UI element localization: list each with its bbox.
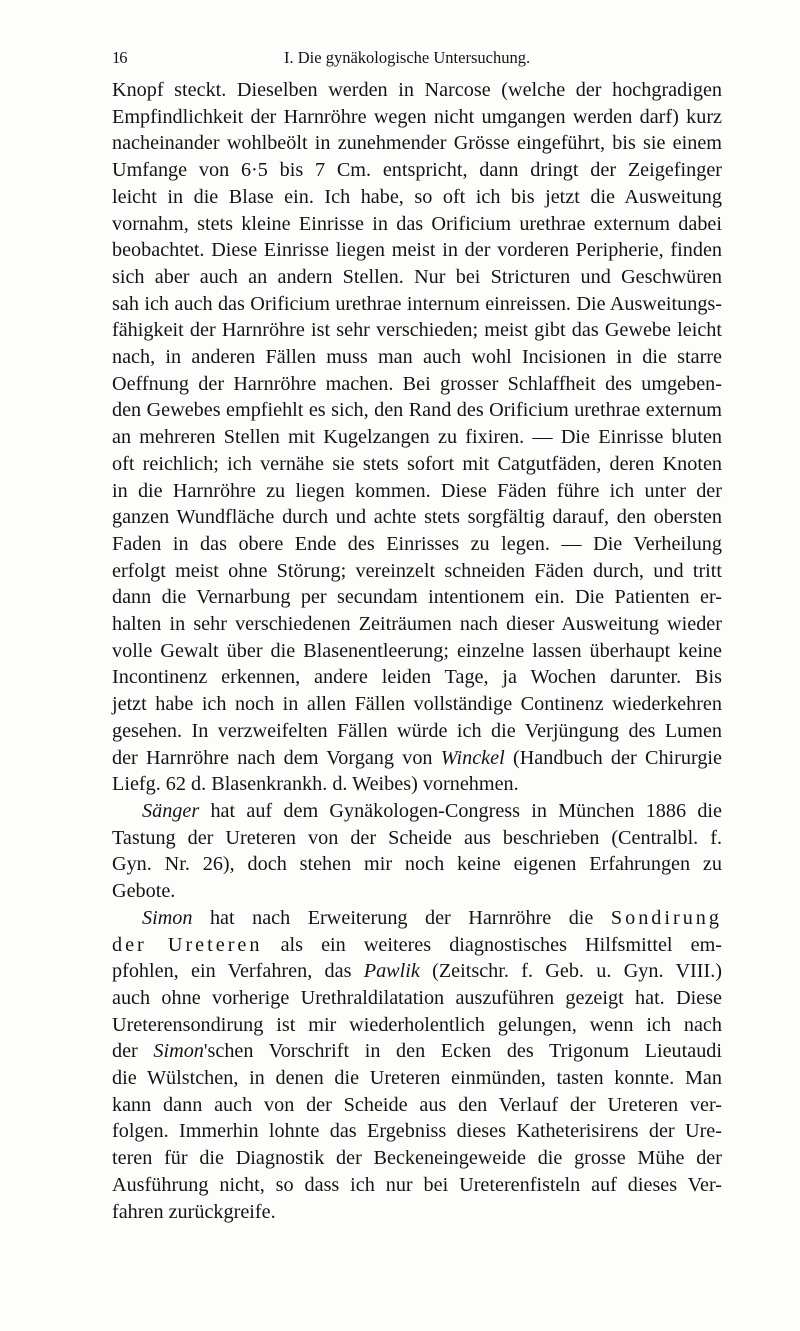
text-line: Gebote. [112, 880, 176, 903]
author-name: Simon [142, 906, 193, 929]
text-line: Knopf steckt. Dieselben werden in Narcose (welche der hochgradigen [112, 79, 722, 101]
text-line: fähigkeit der Harnröhre ist sehr verschieden; meist gibt das Gewebe leicht [112, 319, 722, 342]
spaced-term: Sondirung [610, 906, 722, 929]
text-line: Ureterensondirung ist mir wiederholentlich gelungen, wenn ich nach [112, 1013, 722, 1036]
spaced-term: der Ureteren [112, 933, 263, 956]
text-line: halten in sehr verschiedenen Zeiträumen nach dieser Ausweitung wieder [112, 613, 722, 636]
text-line: Simon hat nach Erweiterung der Harnröhre die Sondirung [142, 906, 722, 929]
text-line: ganzen Wundfläche durch und achte stets sorgfältig darauf, den obersten [112, 506, 722, 529]
text-line: teren für die Diagnostik der Beckeneingeweide die grosse Mühe der [112, 1147, 722, 1170]
text-line: fahren zurückgreife. [112, 1200, 276, 1223]
text-line: in die Harnröhre zu liegen kommen. Diese Fäden führe ich unter der [112, 479, 722, 502]
text-line: gesehen. In verzweifelten Fällen würde ich die Verjüngung des Lumen [112, 719, 722, 742]
body-text [112, 77, 722, 1225]
text-line: sich aber auch an andern Stellen. Nur bei Stricturen und Geschwüren [112, 265, 722, 288]
page-header [112, 48, 698, 74]
text-line: pfohlen, ein Verfahren, das Pawlik (Zeitschr. f. Geb. u. Gyn. VIII.) [112, 960, 722, 983]
text-line: die Wülstchen, in denen die Ureteren einmünden, tasten konnte. Man [112, 1067, 722, 1090]
text-line: Tastung der Ureteren von der Scheide aus beschrieben (Centralbl. f. [112, 826, 722, 849]
text-line: nacheinander wohlbeölt in zunehmender Grösse eingeführt, bis sie einem [112, 132, 722, 155]
text-line: Ausführung nicht, so dass ich nur bei Ureterenfisteln auf dieses Ver- [112, 1173, 722, 1196]
text-line: folgen. Immerhin lohnte das Ergebniss dieses Katheterisirens der Ure- [112, 1120, 722, 1143]
text-line: der Simon'schen Vorschrift in den Ecken des Trigonum Lieutaudi [112, 1040, 723, 1063]
author-name: Pawlik [363, 960, 420, 983]
text-line: sah ich auch das Orificium urethrae internum einreissen. Die Ausweitungs- [112, 292, 722, 315]
author-name: Sänger [142, 799, 200, 822]
text-line: der Harnröhre nach dem Vorgang von Winckel (Handbuch der Chirurgie [112, 746, 722, 769]
text-line: dann die Vernarbung per secundam intentionem ein. Die Patienten er- [112, 586, 722, 609]
text-line: Umfange von 6·5 bis 7 Cm. entspricht, dann dringt der Zeigefinger [112, 159, 722, 182]
text-line: nach, in anderen Fällen muss man auch wohl Incisionen in die starre [112, 346, 722, 369]
text-line: volle Gewalt über die Blasenentleerung; einzelne lassen überhaupt keine [112, 639, 722, 662]
text-line: der Ureteren als ein weiteres diagnostisches Hilfsmittel em- [112, 933, 722, 956]
text-line: an mehreren Stellen mit Kugelzangen zu fixiren. — Die Einrisse bluten [112, 426, 722, 449]
text-line: vornahm, stets kleine Einrisse in das Orificium urethrae externum dabei [112, 212, 722, 235]
text-line: oft reichlich; ich vernähe sie stets sofort mit Catgutfäden, deren Knoten [112, 452, 722, 475]
text-line: kann dann auch von der Scheide aus den Verlauf der Ureteren ver- [112, 1093, 722, 1116]
text-line: Faden in das obere Ende des Einrisses zu legen. — Die Verheilung [112, 532, 722, 555]
text-line: Empfindlichkeit der Harnröhre wegen nicht umgangen werden darf) kurz [112, 105, 722, 128]
text-line: auch ohne vorherige Urethraldilatation auszuführen gezeigt hat. Diese [112, 986, 722, 1009]
text-line: leicht in die Blase ein. Ich habe, so oft ich bis jetzt die Ausweitung [112, 185, 722, 208]
running-head: I. Die gynäkologische Untersuchung. [284, 48, 531, 67]
text-line: Oeffnung der Harnröhre machen. Bei grosser Schlaffheit des umgeben- [112, 372, 722, 395]
text-line: Gyn. Nr. 26), doch stehen mir noch keine eigenen Erfahrungen zu [112, 853, 722, 876]
text-line: den Gewebes empfiehlt es sich, den Rand des Orificium urethrae externum [112, 399, 722, 422]
text-line: jetzt habe ich noch in allen Fällen vollständige Continenz wiederkehren [112, 693, 722, 716]
text-line: beobachtet. Diese Einrisse liegen meist in der vorderen Peripherie, finden [112, 239, 722, 262]
text-line: Sänger hat auf dem Gynäkologen-Congress in München 1886 die [142, 799, 722, 822]
author-name: Simon [153, 1040, 204, 1063]
author-name: Winckel [440, 746, 505, 769]
text-line: erfolgt meist ohne Störung; vereinzelt schneiden Fäden durch, und tritt [112, 559, 722, 582]
text-line: Liefg. 62 d. Blasenkrankh. d. Weibes) vornehmen. [112, 773, 519, 796]
text-line: Incontinenz erkennen, andere leiden Tage, ja Wochen darunter. Bis [112, 666, 722, 689]
page-number: 16 [112, 48, 127, 67]
